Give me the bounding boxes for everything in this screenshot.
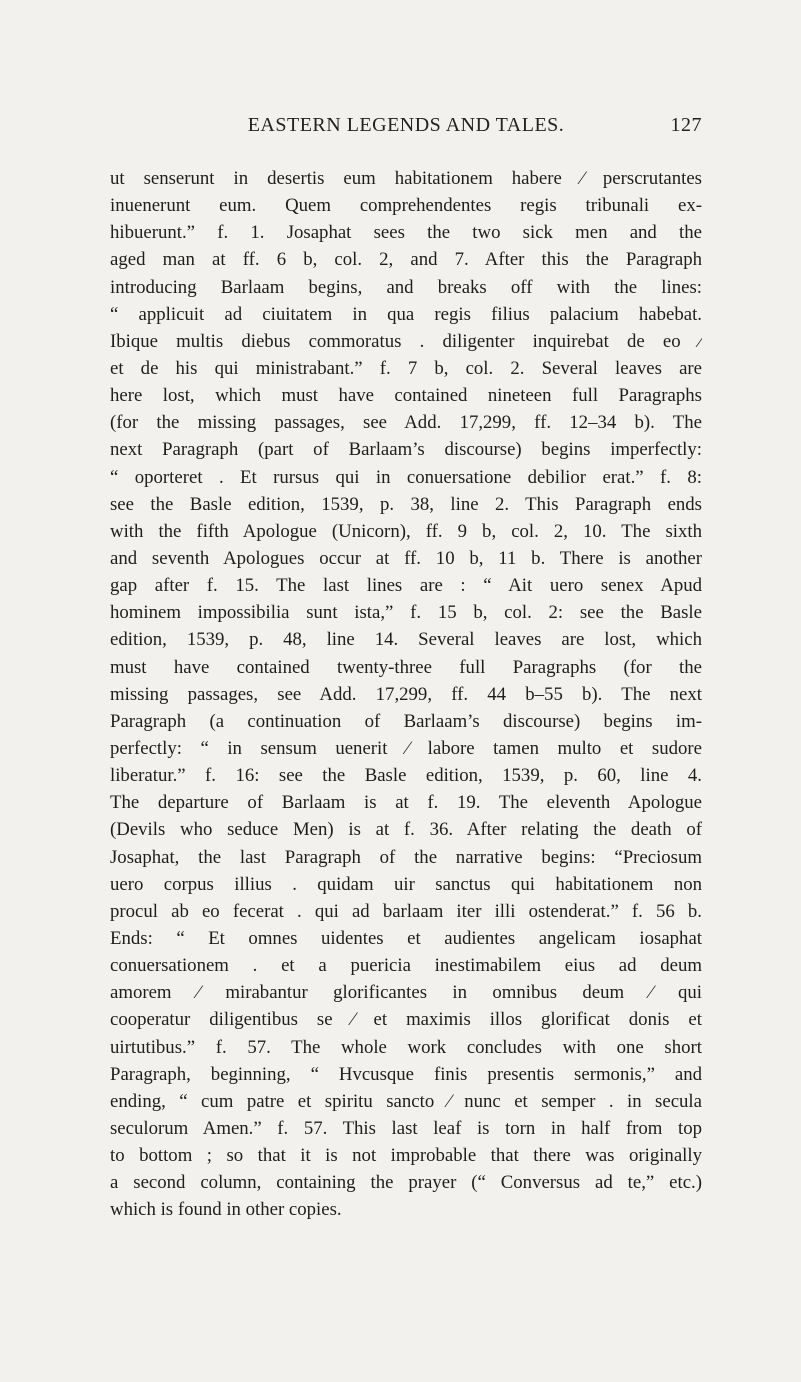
- text-line: next Paragraph (part of Barlaam’s discourse) begins imperfectly:: [110, 439, 702, 461]
- text-line: The departure of Barlaam is at f. 19. The eleventh Apologue: [110, 792, 702, 814]
- text-line: see the Basle edition, 1539, p. 38, line 2. This Paragraph ends: [110, 493, 702, 515]
- text-line: liberatur.” f. 16: see the Basle edition, 1539, p. 60, line 4.: [110, 765, 702, 787]
- text-line: aged man at ff. 6 b, col. 2, and 7. After this the Paragraph: [110, 249, 702, 271]
- text-line: ending, “ cum patre et spiritu sancto ⁄ nunc et semper . in secula: [110, 1090, 702, 1112]
- text-line: Paragraph (a continuation of Barlaam’s discourse) begins im-: [110, 710, 702, 732]
- text-line: ut senserunt in desertis eum habitationem habere ⁄ perscrutantes: [110, 168, 702, 189]
- text-line: (Devils who seduce Men) is at f. 36. After relating the death of: [110, 819, 702, 841]
- text-line: uero corpus illius . quidam uir sanctus qui habitationem non: [110, 873, 702, 895]
- running-head: [110, 114, 702, 140]
- text-line: hibuerunt.” f. 1. Josaphat sees the two sick men and the: [110, 222, 702, 244]
- text-line: must have contained twenty-three full Paragraphs (for the: [110, 656, 702, 678]
- text-line: et de his qui ministrabant.” f. 7 b, col. 2. Several leaves are: [110, 357, 702, 379]
- text-line: cooperatur diligentibus se ⁄ et maximis illos glorificat donis et: [110, 1009, 702, 1031]
- text-line: gap after f. 15. The last lines are : “ Ait uero senex Apud: [110, 575, 702, 597]
- text-line: (for the missing passages, see Add. 17,299, ff. 12–34 b). The: [110, 412, 702, 434]
- text-line: and seventh Apologues occur at ff. 10 b, 11 b. There is another: [110, 547, 702, 569]
- text-line: which is found in other copies.: [110, 1199, 342, 1221]
- text-line: amorem ⁄ mirabantur glorificantes in omnibus deum ⁄ qui: [110, 982, 702, 1004]
- text-line: a second column, containing the prayer (“ Conversus ad te,” etc.): [110, 1172, 702, 1194]
- body-paragraph: [110, 165, 702, 1223]
- text-line: “ oporteret . Et rursus qui in conuersatione debilior erat.” f. 8:: [110, 466, 702, 488]
- text-line: Paragraph, beginning, “ Hvcusque finis presentis sermonis,” and: [110, 1063, 702, 1085]
- text-line: “ applicuit ad ciuitatem in qua regis filius palacium habebat.: [110, 303, 702, 325]
- text-line: perfectly: “ in sensum uenerit ⁄ labore tamen multo et sudore: [110, 737, 702, 759]
- text-line: here lost, which must have contained nineteen full Paragraphs: [110, 385, 702, 407]
- text-line: edition, 1539, p. 48, line 14. Several leaves are lost, which: [110, 629, 702, 651]
- text-line: Josaphat, the last Paragraph of the narrative begins: “Preciosum: [110, 846, 702, 868]
- text-line: uirtutibus.” f. 57. The whole work concludes with one short: [110, 1036, 702, 1058]
- page-number: 127: [670, 114, 702, 136]
- text-line: introducing Barlaam begins, and breaks off with the lines:: [110, 276, 702, 298]
- text-line: with the fifth Apologue (Unicorn), ff. 9 b, col. 2, 10. The sixth: [110, 520, 702, 542]
- text-line: procul ab eo fecerat . qui ad barlaam iter illi ostenderat.” f. 56 b.: [110, 900, 702, 922]
- text-line: hominem impossibilia sunt ista,” f. 15 b, col. 2: see the Basle: [110, 602, 702, 624]
- text-line: Ends: “ Et omnes uidentes et audientes angelicam iosaphat: [110, 927, 702, 949]
- running-title: EASTERN LEGENDS AND TALES.: [247, 114, 565, 136]
- text-line: Ibique multis diebus commoratus . diligenter inquirebat de eo ⁄: [110, 330, 702, 352]
- text-line: missing passages, see Add. 17,299, ff. 44 b–55 b). The next: [110, 683, 702, 705]
- text-line: seculorum Amen.” f. 57. This last leaf is torn in half from top: [110, 1117, 702, 1139]
- text-line: to bottom ; so that it is not improbable that there was originally: [110, 1145, 702, 1167]
- text-line: conuersationem . et a puericia inestimabilem eius ad deum: [110, 955, 702, 977]
- text-line: inuenerunt eum. Quem comprehendentes regis tribunali ex-: [110, 195, 702, 217]
